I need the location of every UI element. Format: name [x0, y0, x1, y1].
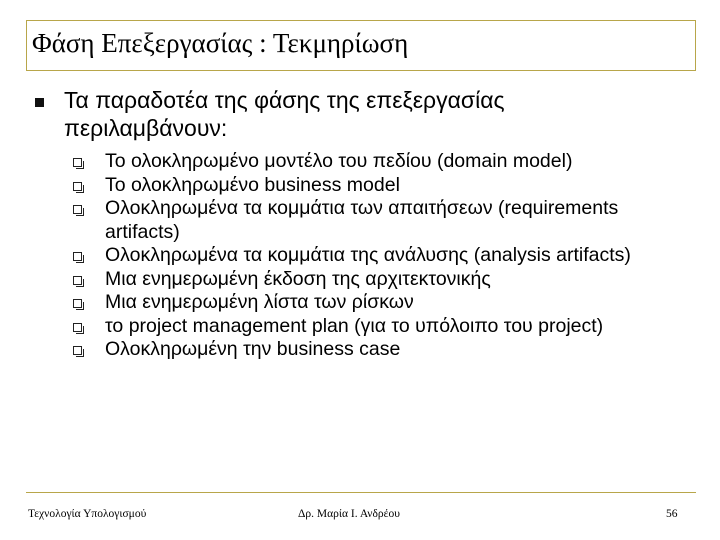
list-item-text: Μια ενημερωμένη έκδοση της αρχιτεκτονικής: [105, 267, 491, 290]
list-item: [72, 197, 692, 244]
main-bullet-text: Τα παραδοτέα της φάσης της επεξεργασίας περιλαμβάνουν:: [64, 87, 505, 141]
list-item-text: το project management plan (για το υπόλοιπο του project): [105, 314, 604, 337]
list-item-text: Το ολοκληρωμένο business model: [105, 173, 400, 196]
list-item: [72, 244, 692, 268]
page-number: 56: [666, 508, 678, 520]
title-frame-bottom-rule: [26, 70, 696, 71]
checkbox-bullet-icon: [73, 182, 82, 191]
checkbox-bullet-icon: [73, 346, 82, 355]
list-item-text: Το ολοκληρωμένο μοντέλο του πεδίου (domain model): [105, 150, 573, 172]
list-item: [72, 315, 692, 339]
checkbox-bullet-icon: [73, 252, 82, 261]
list-item-text: Ολοκληρωμένη την business case: [105, 338, 401, 360]
list-item: [72, 174, 692, 198]
checkbox-bullet-icon: [73, 299, 82, 308]
deliverables-list: [72, 150, 692, 362]
checkbox-bullet-icon: [73, 323, 82, 332]
list-item: [72, 150, 692, 174]
checkbox-bullet-icon: [73, 205, 82, 214]
title-frame-left-rule: [26, 20, 27, 70]
list-item: [72, 338, 692, 362]
title-frame-top-rule: [26, 20, 696, 21]
list-item-text: Ολοκληρωμένα τα κομμάτια των απαιτήσεων (requirements artifacts): [105, 197, 619, 243]
list-item: [72, 268, 692, 292]
checkbox-bullet-icon: [73, 276, 82, 285]
checkbox-bullet-icon: [73, 158, 82, 167]
slide-title: Φάση Επεξεργασίας : Τεκμηρίωση: [32, 28, 409, 58]
list-item-text: Ολοκληρωμένα τα κομμάτια της ανάλυσης (analysis artifacts): [105, 244, 631, 266]
footer-course: Τεχνολογία Υπολογισμού: [28, 508, 147, 520]
square-bullet-icon: [35, 98, 44, 107]
footer-author: Δρ. Μαρία Ι. Ανδρέου: [298, 508, 400, 520]
list-item-text: Μια ενημερωμένη λίστα των ρίσκων: [105, 291, 414, 313]
footer-rule: [26, 492, 696, 493]
title-frame-right-rule: [695, 20, 696, 70]
list-item: [72, 291, 692, 315]
